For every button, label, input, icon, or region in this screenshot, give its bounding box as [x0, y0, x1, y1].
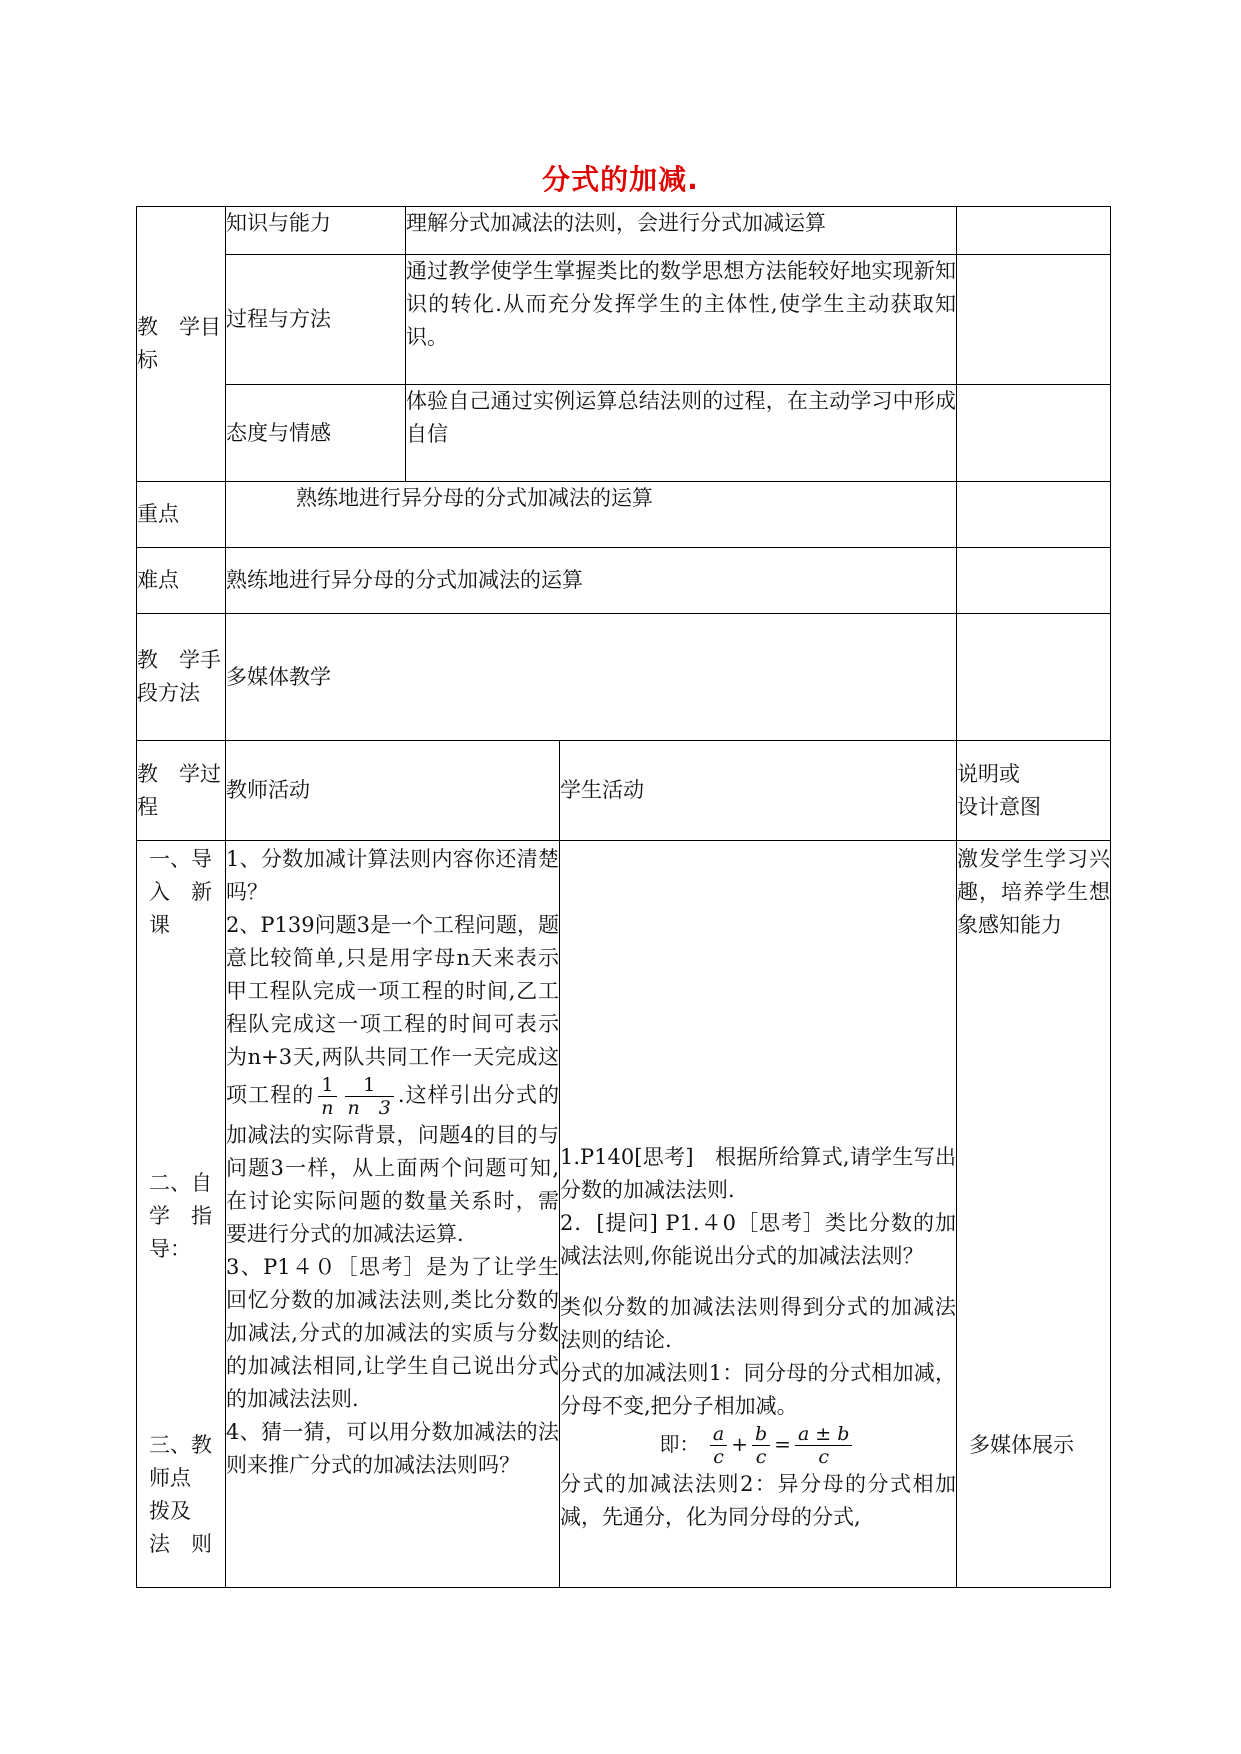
goals-label: 教 学目标: [137, 207, 226, 482]
fraction-one-over-n-plus-3: $\frac{1}{n 3}$: [345, 1074, 394, 1119]
lesson-plan-table: [136, 206, 1111, 1588]
section-2-label: 二、自学 指导：: [149, 1171, 212, 1261]
notes-column: [957, 841, 1111, 1588]
difficulty-content: 熟练地进行异分母的分式加减法的运算: [226, 548, 957, 614]
means-content: 多媒体教学: [226, 614, 957, 741]
student-paragraph-3: 类似分数的加减法法则得到分式的加减法法则的结论.: [560, 1295, 956, 1352]
teacher-header: 教师活动: [226, 741, 560, 841]
section-3-label: 三、教 师点 拨及 法 则: [149, 1433, 233, 1556]
note-header: 说明或 设计意图: [957, 741, 1111, 841]
note-3: 多媒体展示: [969, 1433, 1074, 1457]
student-activities: [560, 841, 957, 1588]
goal-name-knowledge: 知识与能力: [226, 207, 406, 255]
teacher-paragraph-3: 3、P1４０［思考］是为了让学生回忆分数的加减法法则,类比分数的加减法,分式的加减法的实质与分数的加减法相同,让学生自己说出分式的加减法法则.: [226, 1255, 559, 1411]
goal-note-attitude: [957, 385, 1111, 482]
teacher-paragraph-4: 4、猜一猜，可以用分数加减法的法则来推广分式的加减法法则吗？: [226, 1420, 559, 1477]
means-label: 教 学手 段方法: [137, 614, 226, 741]
student-header: 学生活动: [560, 741, 957, 841]
goal-note-process: [957, 255, 1111, 385]
student-paragraph-2: 2．[提问] P1.４0［思考］类比分数的加减法法则,你能说出分式的加减法法则？: [560, 1211, 956, 1268]
key-point-label: 重点: [137, 482, 226, 548]
goal-content-process: 通过教学使学生掌握类比的数学思想方法能较好地实现新知识的转化.从而充分发挥学生的主体性,使学生主动获取知识。: [406, 255, 957, 385]
means-note: [957, 614, 1111, 741]
goal-name-process: 过程与方法: [226, 255, 406, 385]
fraction-rule-formula: 即： $\frac{a}{c}$ + $\frac{b}{c}$ = $\frac{a \pm b}{c}$: [560, 1423, 956, 1468]
difficulty-label: 难点: [137, 548, 226, 614]
student-paragraph-4: 分式的加减法则1：同分母的分式相加减，分母不变,把分子相加减。: [560, 1361, 956, 1418]
goal-name-attitude: 态度与情感: [226, 385, 406, 482]
goal-content-knowledge: 理解分式加减法的法则，会进行分式加减运算: [406, 207, 957, 255]
page-title: 分式的加减.: [542, 163, 699, 196]
goal-note-knowledge: [957, 207, 1111, 255]
key-point-content: 熟练地进行异分母的分式加减法的运算: [226, 482, 957, 548]
teacher-activities: [226, 841, 560, 1588]
teacher-paragraph-2: 2、P139问题3是一个工程问题，题意比较简单,只是用字母n天来表示甲工程队完成一项工程的时间,乙工程队完成这一项工程的时间可表示为n+3天,两队共同工作一天完成这项工程的 $\frac{1}{n}$ $\frac{1}{n 3}$ .这样引出分式的加减法的实际背景，问题4的目的与问题3一样，从上面两个问题可知,在讨论实际问题的数量关系时，需要进行分式的加减法运算.: [226, 913, 560, 1246]
note-1: 激发学生学习兴趣，培养学生想象感知能力: [957, 847, 1110, 937]
teacher-paragraph-1: 1、分数加减计算法则内容你还清楚吗？: [226, 847, 559, 904]
process-label: 教 学过程: [137, 741, 226, 841]
goal-content-attitude: 体验自己通过实例运算总结法则的过程，在主动学习中形成自信: [406, 385, 957, 482]
student-paragraph-5: 分式的加减法法则2：异分母的分式相加减，先通分，化为同分母的分式,: [560, 1472, 956, 1529]
section-column: [137, 841, 233, 1588]
key-point-note: [957, 482, 1111, 548]
student-paragraph-1: 1.P140[思考] 根据所给算式,请学生写出分数的加减法法则.: [560, 1145, 956, 1202]
section-1-label: 一、导入 新课: [149, 847, 212, 937]
difficulty-note: [957, 548, 1111, 614]
fraction-one-over-n: $\frac{1}{n}$: [318, 1074, 336, 1119]
